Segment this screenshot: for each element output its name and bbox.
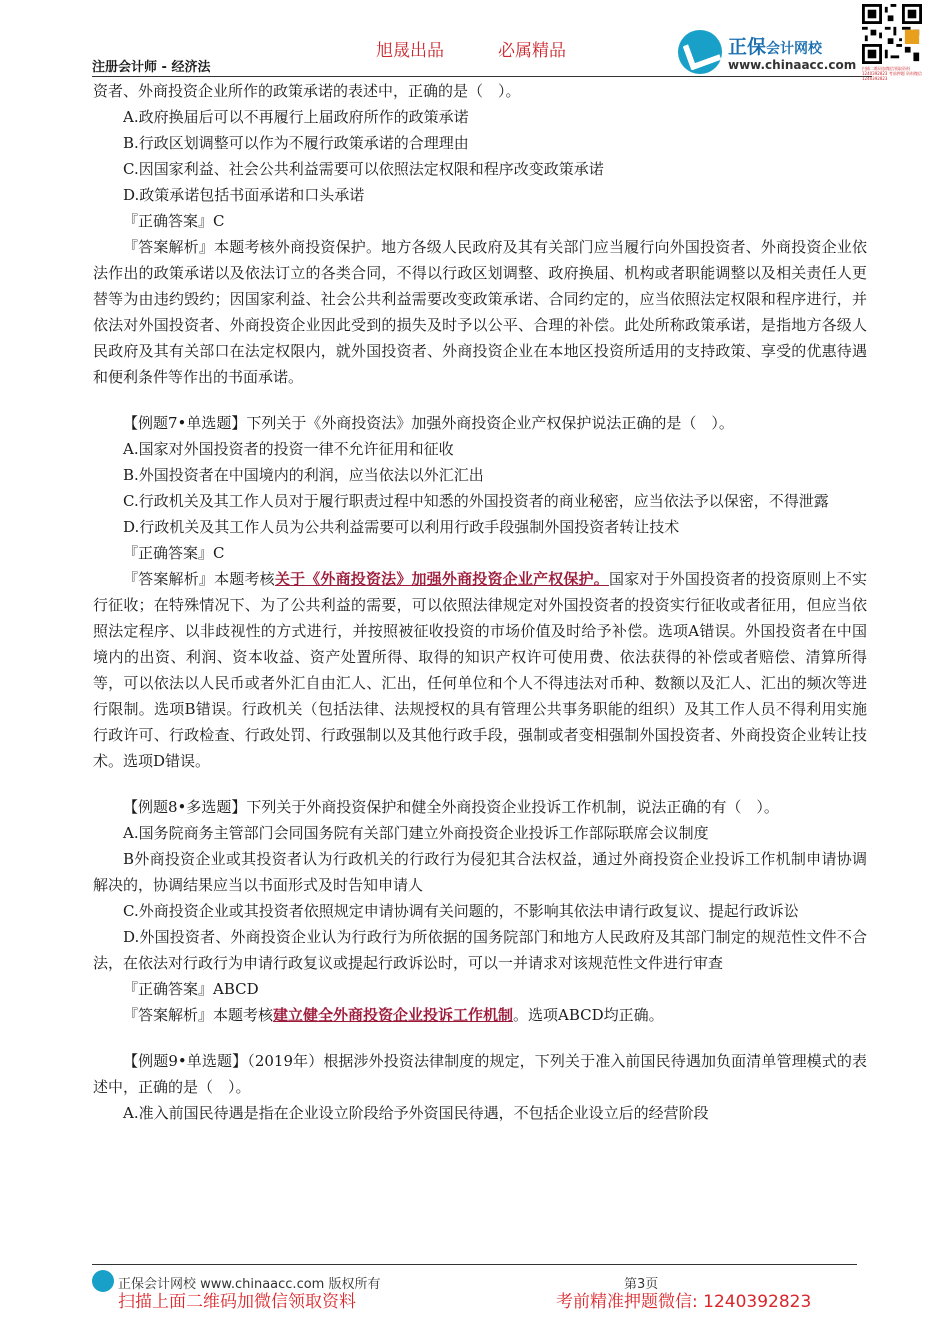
qr-code-icon [862, 4, 922, 64]
brand-mark-icon [678, 30, 722, 74]
footer-notice-left: 扫描上面二维码加微信领取资料 [118, 1292, 356, 1312]
course-title: 注册会计师 - 经济法 [92, 60, 211, 75]
q6-option-a: A.政府换届后可以不再履行上届政府所作的政策承诺 [123, 108, 469, 126]
header-divider [92, 76, 872, 77]
q8-option-c: C.外商投资企业或其投资者依照规定申请协调有关问题的，不影响其依法申请行政复议、提起行政诉讼 [123, 902, 799, 920]
q7-stem: 【例题7•单选题】下列关于《外商投资法》加强外商投资企业产权保护说法正确的是（ ）。 [123, 414, 734, 432]
brand-logo [678, 28, 858, 76]
brand-name: 正保会计网校 [728, 36, 823, 58]
footer-logo-icon [92, 1270, 114, 1292]
q9-stem: 【例题9•单选题】（2019年）根据涉外投资法律制度的规定，下列关于准入前国民待遇加负面清单管理模式的表述中，正确的是（ ）。 [93, 1052, 867, 1096]
q9-option-a: A.准入前国民待遇是指在企业设立阶段给予外资国民待遇，不包括企业设立后的经营阶段 [123, 1104, 709, 1122]
document-body [93, 78, 867, 1126]
q8-option-d: D.外国投资者、外商投资企业认为行政行为所依据的国务院部门和地方人民政府及其部门制定的规范性文件不合法，在依法对行政行为申请行政复议或提起行政诉讼时，可以一并请求对该规范性文件进行审查 [93, 928, 867, 972]
footer-copyright: 正保会计网校 www.chinaacc.com 版权所有 [118, 1277, 381, 1292]
brand-url: www.chinaacc.com [728, 58, 857, 72]
q7-option-d: D.行政机关及其工作人员为公共利益需要可以利用行政手段强制外国投资者转让技术 [123, 518, 680, 536]
q6-answer: 『正确答案』C [123, 212, 225, 230]
footer-divider [92, 1264, 857, 1265]
q7-analysis: 『答案解析』本题考核关于《外商投资法》加强外商投资企业产权保护。国家对于外国投资者的投资原则上不实行征收；在特殊情况下、为了公共利益的需要，可以依照法律规定对外国投资者的投资实行征收或者征用，但应当依照法定程序、以非歧视性的方式进行，并按照被征收投资的市场价值及时给予补偿。选项A错误。外国投资者在中国境内的出资、利润、资本收益、资产处置所得、取得的知识产权许可使用费、依法获得的补偿或者赔偿、清算所得等，可以依法以人民币或者外汇自由汇人、汇出，任何单位和个人不得违法对币种、数额以及汇人、汇出的频次等进行限制。选项B错误。行政机关（包括法律、法规授权的具有管理公共事务职能的组织）及其工作人员不得利用实施行政许可、行政检查、行政处罚、行政强制以及其他行政手段，强制或者变相强制外国投资者、外商投资企业转让技术。选项D错误。 [93, 570, 867, 770]
q7-option-a: A.国家对外国投资者的投资一律不允许征用和征收 [123, 440, 454, 458]
q8-analysis: 『答案解析』本题考核建立健全外商投资企业投诉工作机制。选项ABCD均正确。 [123, 1006, 664, 1024]
q6-stem-tail: 资者、外商投资企业所作的政策承诺的表述中，正确的是（ ）。 [93, 82, 521, 100]
q7-analysis-highlight: 关于《外商投资法》加强外商投资企业产权保护。 [274, 570, 609, 588]
q8-analysis-highlight: 建立健全外商投资企业投诉工作机制 [273, 1006, 514, 1024]
q7-answer: 『正确答案』C [123, 544, 225, 562]
q6-option-b: B.行政区划调整可以作为不履行政策承诺的合理理由 [123, 134, 469, 152]
q8-option-a: A.国务院商务主管部门会同国务院有关部门建立外商投资企业投诉工作部际联席会议制度 [123, 824, 709, 842]
qr-note: 扫描二维码加微信领取资料 1240392823 考前押题 资料微信 1240392823 [862, 66, 922, 81]
q6-analysis: 『答案解析』本题考核外商投资保护。地方各级人民政府及其有关部门应当履行向外国投资者、外商投资企业依法作出的政策承诺以及依法订立的各类合同，不得以行政区划调整、政府换届、机构或者职能调整以及相关责任人更替等为由违约毁约；因国家利益、社会公共利益需要改变政策承诺、合同约定的，应当依照法定权限和程序进行，并依法对外国投资者、外商投资企业因此受到的损失及时予以公平、合理的补偿。此处所称政策承诺，是指地方各级人民政府及其有关部口在法定权限内，就外国投资者、外商投资企业在本地区投资所适用的支持政策、享受的优惠待遇和便利条件等作出的书面承诺。 [93, 238, 867, 386]
footer-notice-right: 考前精准押题微信: 1240392823 [556, 1292, 812, 1312]
q6-option-c: C.因国家利益、社会公共利益需要可以依照法定权限和程序改变政策承诺 [123, 160, 604, 178]
q8-answer: 『正确答案』ABCD [123, 980, 259, 998]
q8-stem: 【例题8•多选题】下列关于外商投资保护和健全外商投资企业投诉工作机制，说法正确的有（ ）。 [123, 798, 779, 816]
q6-option-d: D.政策承诺包括书面承诺和口头承诺 [123, 186, 365, 204]
q7-option-c: C.行政机关及其工作人员对于履行职责过程中知悉的外国投资者的商业秘密，应当依法予以保密，不得泄露 [123, 492, 829, 510]
page-number: 第3页 [624, 1277, 659, 1292]
header-slogan-right: 必属精品 [498, 41, 566, 61]
header-slogan-left: 旭晟出品 [376, 41, 444, 61]
q8-option-b: B外商投资企业或其投资者认为行政机关的行政行为侵犯其合法权益，通过外商投资企业投诉工作机制申请协调解决的，协调结果应当以书面形式及时告知申请人 [93, 850, 867, 894]
q7-option-b: B.外国投资者在中国境内的利润，应当依法以外汇汇出 [123, 466, 484, 484]
